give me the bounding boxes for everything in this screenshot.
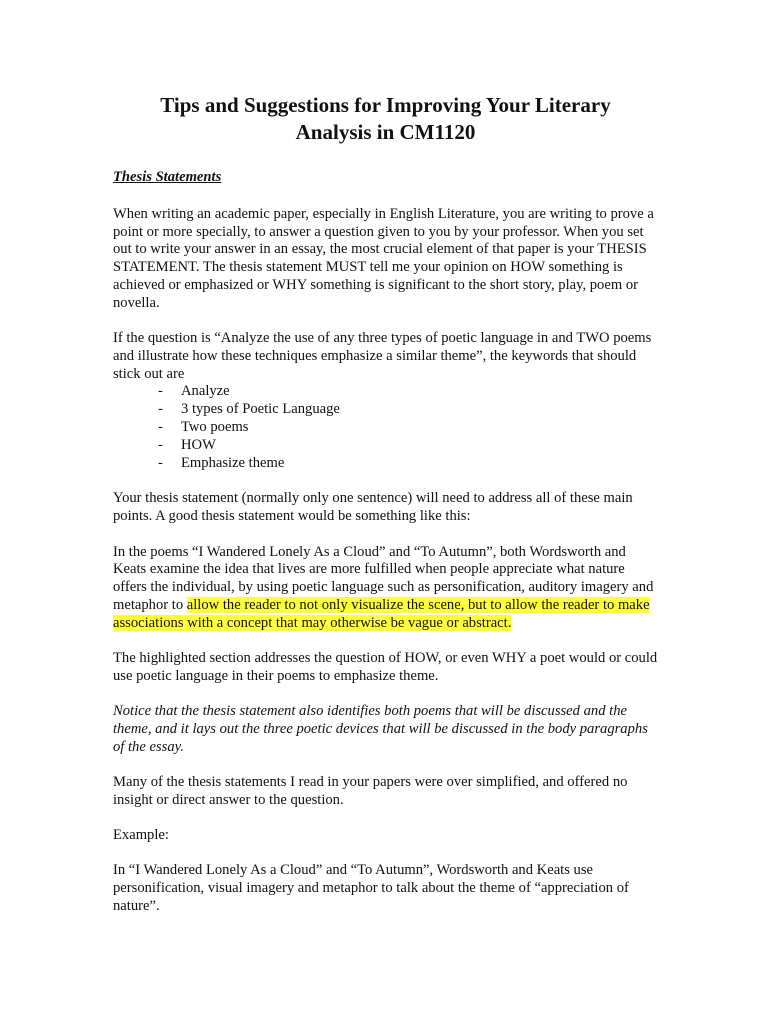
list-item-label: Emphasize theme — [181, 454, 285, 471]
list-item — [158, 401, 658, 419]
list-item — [158, 437, 658, 455]
document-page — [113, 92, 658, 933]
list-dash: - — [158, 436, 163, 453]
keyword-list — [113, 383, 658, 472]
title-line-1: Tips and Suggestions for Improving Your Literary — [160, 93, 611, 117]
list-item — [158, 383, 658, 401]
list-item-label: Analyze — [181, 383, 230, 400]
paragraph-intro: When writing an academic paper, especially in English Literature, you are writing to prove a point or more specially, to answer a question given to you by your professor. When you set out to write your answer in an essay, the most crucial element of that paper is your THESIS STATEMENT. The thesis statement MUST tell me your opinion on HOW something is achieved or emphasized or WHY something is significant to the short story, play, poem or novella. — [113, 205, 654, 311]
paragraph-thesis-requirements: Your thesis statement (normally only one sentence) will need to address all of these main points. A good thesis statement would be something like this: — [113, 490, 633, 525]
list-item-label: 3 types of Poetic Language — [181, 401, 340, 418]
paragraph-highlight-explanation: The highlighted section addresses the question of HOW, or even WHY a poet would or could use poetic language in their poems to emphasize theme. — [113, 650, 658, 684]
thesis-example-text: In the poems “I Wandered Lonely As a Cloud” and “To Autumn”, both Wordsworth and Keats examine the idea that lives are more fulfilled when people appreciate what nature offers the individual, by using poetic language such as personification, auditory imagery and metaphor to — [113, 543, 654, 613]
list-dash: - — [158, 401, 163, 418]
title-line-2: Analysis in CM1120 — [295, 120, 476, 144]
list-item — [158, 455, 658, 473]
list-dash: - — [158, 383, 163, 400]
paragraph-thesis-example — [113, 544, 658, 633]
list-dash: - — [158, 419, 163, 436]
list-item-label: HOW — [181, 436, 216, 453]
paragraph-example-label: Example: — [113, 827, 169, 844]
highlighted-text: allow the reader to not only visualize the scene, but to allow the reader to make associations with a concept that may otherwise be vague or abstract. — [113, 596, 650, 631]
document-title — [113, 92, 658, 146]
list-item-label: Two poems — [181, 419, 249, 436]
paragraph-notice: Notice that the thesis statement also identifies both poems that will be discussed and the theme, and it lays out the three poetic devices that will be discussed in the body paragraphs of the essay. — [113, 703, 648, 755]
list-item — [158, 419, 658, 437]
paragraph-weak-example: In “I Wandered Lonely As a Cloud” and “To Autumn”, Wordsworth and Keats use personification, visual imagery and metaphor to talk about the theme of “appreciation of nature”. — [113, 862, 629, 914]
paragraph-oversimplified: Many of the thesis statements I read in your papers were over simplified, and offered no insight or direct answer to the question. — [113, 774, 628, 808]
paragraph-question: If the question is “Analyze the use of any three types of poetic language in and TWO poems and illustrate how these techniques emphasize a similar theme”, the keywords that should stick out are — [113, 330, 652, 382]
section-heading-thesis: Thesis Statements — [113, 169, 222, 185]
list-dash: - — [158, 454, 163, 471]
